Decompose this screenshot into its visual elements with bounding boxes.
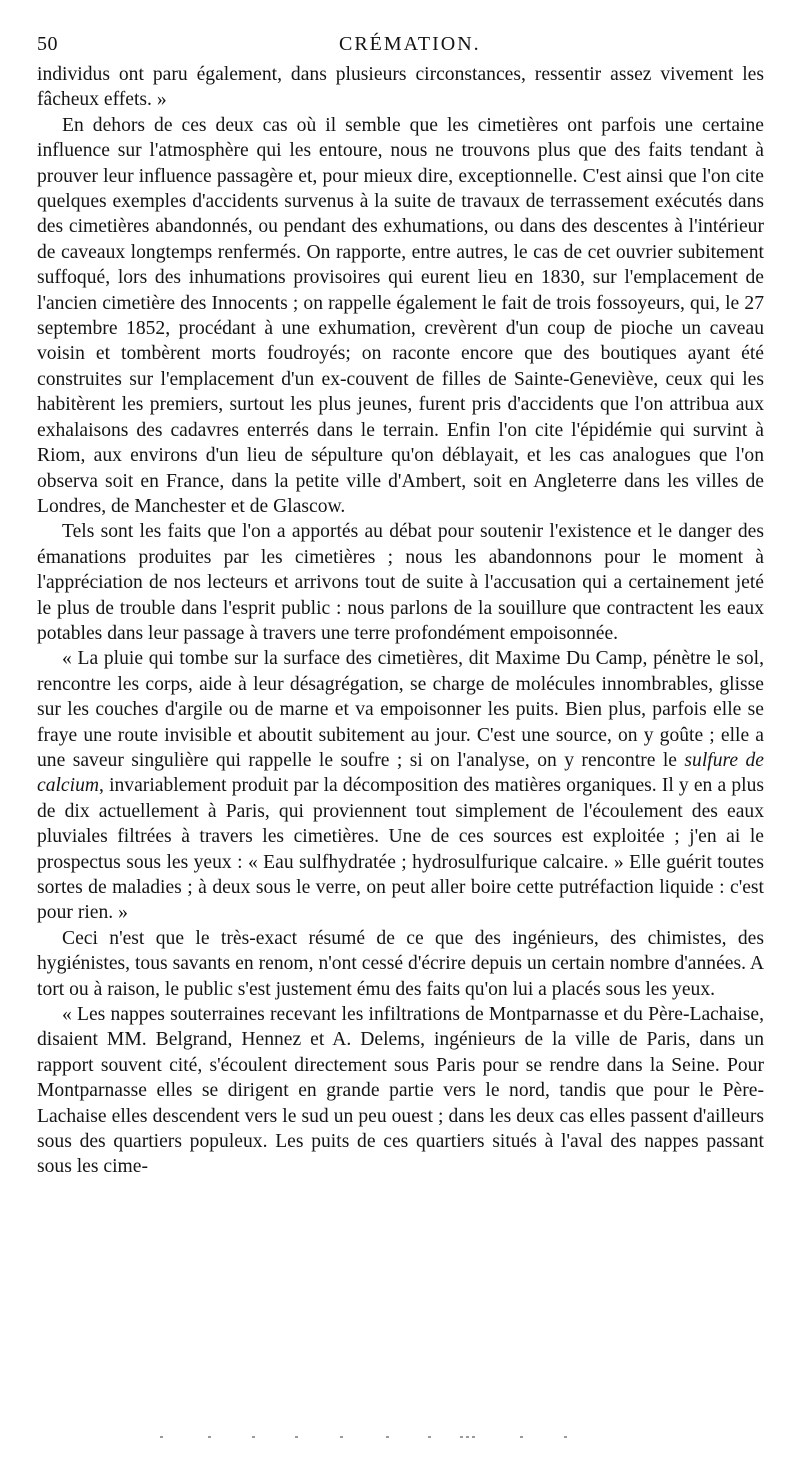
quote-text-start: « La pluie qui tombe sur la surface des cimetières, dit Maxime Du Camp, pénètre le sol, rencontre les corps, aide à leur désagrégation, se charge de molécules innombrables, glisse sur les couches d'argile ou de marne et va empoisonner les puits. Bien plus, parfois elle se fraye une route invisible et aboutit subitement au jour. C'est une source, on y goûte ; elle a une saveur singulière qui rappelle le soufre ; si on l'analyse, on y rencontre le xyxy=(37,648,764,771)
running-title: CRÉMATION. xyxy=(339,33,481,55)
footer-print-marks xyxy=(160,1436,580,1446)
paragraph-summary: Ceci n'est que le très-exact résumé de ce que des ingénieurs, des chimistes, des hygiénistes, tous savants en renom, n'ont cessé d'écrire depuis un certain nombre d'années. A tort ou à raison, le public s'est justement ému des faits qu'on lui a placés sous les yeux. xyxy=(37,927,764,1000)
paragraph-exhumation-accidents: En dehors de ces deux cas où il semble que les cimetières ont parfois une certaine influence sur l'atmosphère qui les entoure, nous ne trouvons plus que des faits tendant à prouver leur influence passagère et, pour mieux dire, exceptionnelle. C'est ainsi que l'on cite quelques exemples d'accidents survenus à la suite de travaux de terrassement exécutés dans des cimetières abandonnés, ou pendant des exhumations, ou dans des descentes à l'intérieur de caveaux longtemps renfermés. On rapporte, entre autres, le cas de cet ouvrier subitement suffoqué, lors des inhumations provisoires qui eurent lieu en 1830, sur l'emplacement de l'ancien cimetière des Innocents ; on rappelle également le fait de trois fossoyeurs, qui, le 27 septembre 1852, procédant à une exhumation, crevèrent d'un coup de pioche un caveau voisin et tombèrent morts foudroyés; on raconte encore que des boutiques ayant été construites sur l'emplacement d'un ex-couvent de filles de Sainte-Geneviève, ceux qui les habitèrent les premiers, surtout les plus jeunes, furent pris d'accidents que l'on attribua aux exhalaisons des cadavres enterrés dans le terrain. Enfin l'on cite l'épidémie qui survint à Riom, aux environs d'un lieu de sépulture qu'on déblayait, et les cas analogues que l'on observa soit en France, dans la petite ville d'Ambert, soit en Angleterre dans les villes de Londres, de Manchester et de Glascow. xyxy=(37,114,764,517)
quote-text-end: , invariablement produit par la décomposition des matières organiques. Il y en a plus de dix actuellement à Paris, qui proviennent tout simplement de l'écoulement des eaux pluviales filtrées à travers les cimetières. Une de ces sources est exploitée ; j'en ai le prospectus sous les yeux : « Eau sulfhydratée ; hydrosulfurique calcaire. » Elle guérit toutes sortes de maladies ; à deux sous le verre, on peut aller boire cette putréfaction liquide : c'est pour rien. » xyxy=(37,775,764,924)
paragraph-du-camp-quote xyxy=(37,646,764,925)
page-number: 50 xyxy=(37,33,58,55)
body-text xyxy=(37,62,764,1180)
paragraph-emanations-debate: Tels sont les faits que l'on a apportés au débat pour soutenir l'existence et le danger des émanations produites par les cimetières ; nous les abandonnons pour le moment à l'appréciation de nos lecteurs et arrivons tout de suite à l'accusation qui a certainement jeté le plus de trouble dans l'esprit public : nous parlons de la souillure que contractent les eaux potables dans leur passage à travers une terre profondément empoisonnée. xyxy=(37,521,764,644)
page-header xyxy=(37,30,767,58)
paragraph-continuation: individus ont paru également, dans plusieurs circonstances, ressentir assez vivement les fâcheux effets. » xyxy=(37,64,764,111)
quote-italic-term: sulfure de calcium xyxy=(37,749,764,797)
paragraph-engineers-report: « Les nappes souterraines recevant les infiltrations de Montparnasse et du Père-Lachaise, disaient MM. Belgrand, Hennez et A. Delems, ingénieurs de la ville de Paris, dans un rapport souvent cité, s'écoulent directement sous Paris pour se rendre dans la Seine. Pour Montparnasse elles se dirigent en grande partie vers le nord, tandis que pour le Père-Lachaise elles descendent vers le sud un peu ouest ; dans les deux cas elles passent d'ailleurs sous des quartiers populeux. Les puits de ces quartiers situés à l'aval des nappes passant sous les cime- xyxy=(37,1004,764,1178)
